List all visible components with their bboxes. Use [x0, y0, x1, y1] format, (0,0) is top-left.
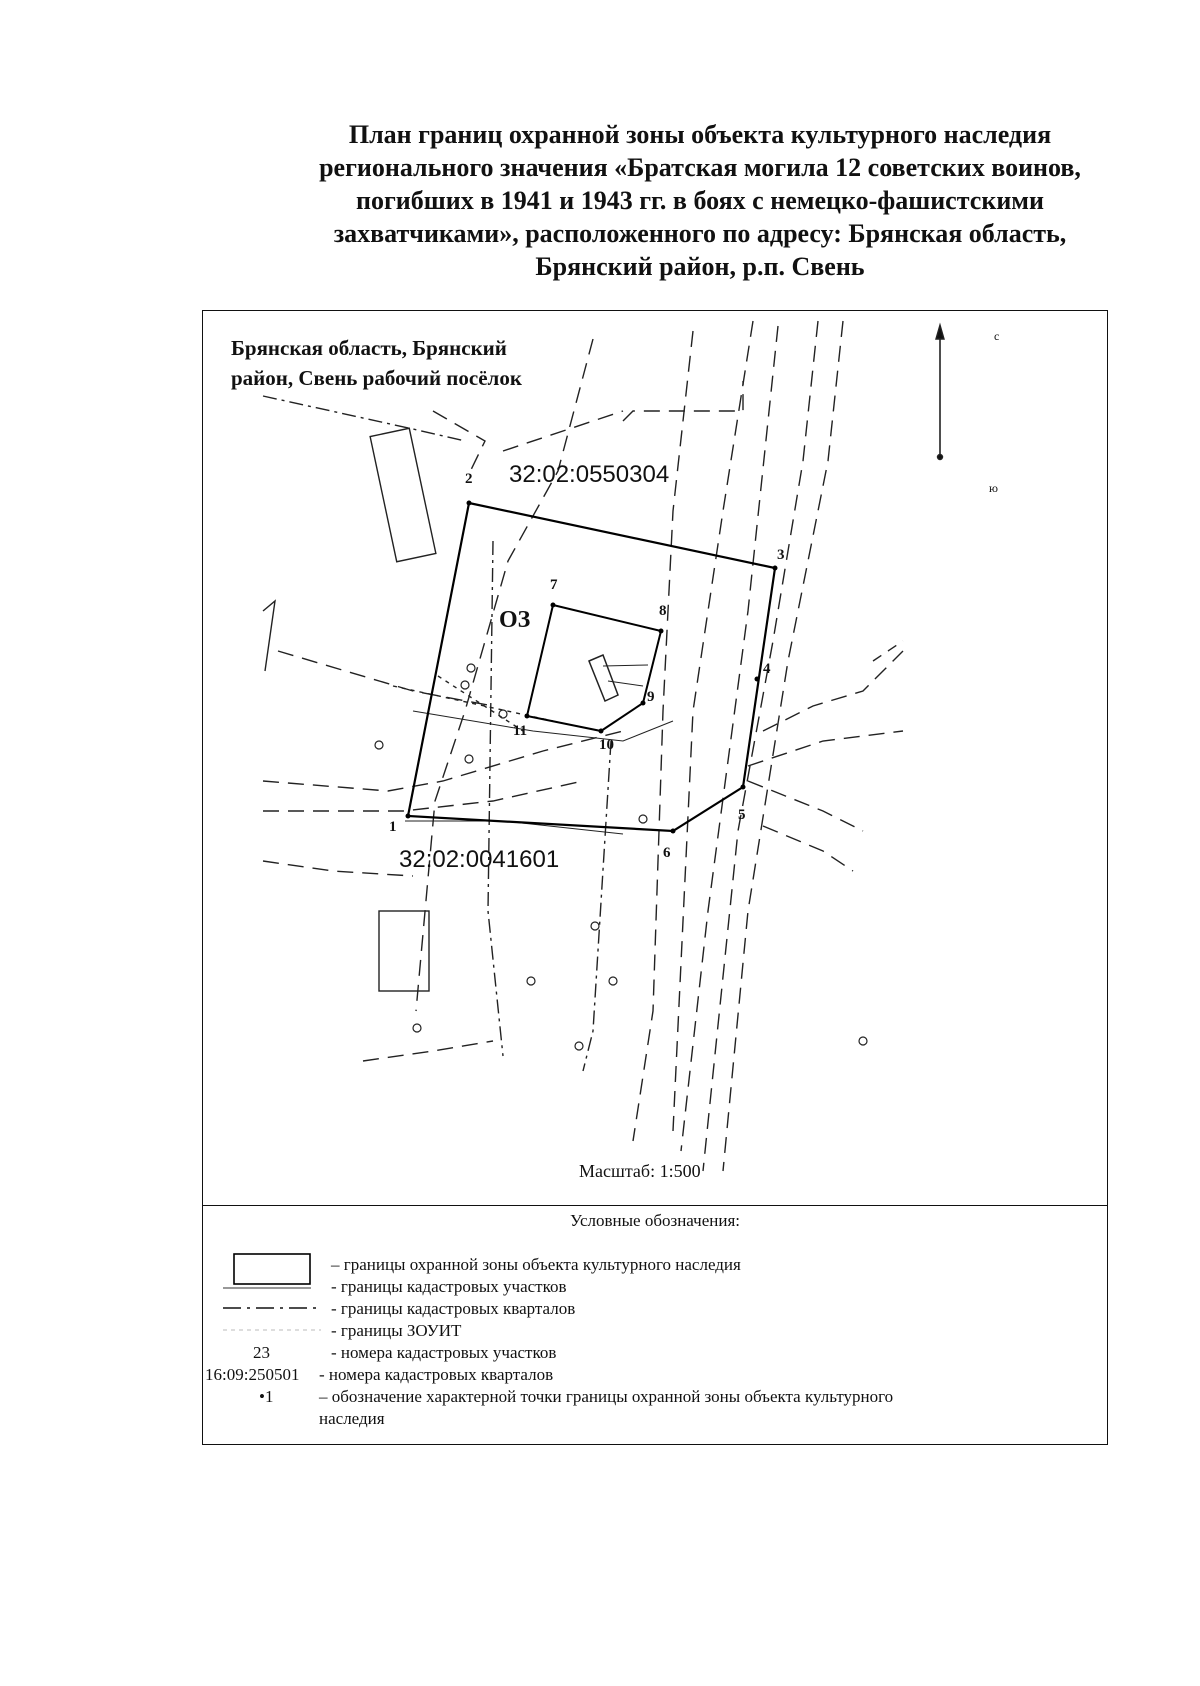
zone-label: ОЗ — [499, 607, 531, 633]
legend-item: - номера кадастровых участков — [331, 1343, 557, 1362]
scale-label: Масштаб: 1:500 — [579, 1161, 701, 1181]
point-label: 7 — [550, 577, 558, 593]
legend-title: Условные обозначения: — [569, 1211, 741, 1230]
point-label: 2 — [465, 471, 473, 487]
kvartal-top-label: 32:02:0550304 — [509, 461, 670, 488]
legend-item: – обозначение характерной точки границы охранной зоны объекта культурного — [319, 1387, 894, 1406]
legend-item: наследия — [319, 1409, 385, 1428]
place-name — [231, 333, 522, 393]
point-label: 4 — [763, 661, 771, 677]
legend-zouit-symbol — [223, 1327, 323, 1333]
point-label: 11 — [513, 723, 528, 739]
point-label: 1 — [389, 819, 397, 835]
legend-item: - границы кадастровых участков — [331, 1277, 567, 1296]
title-line-5: Брянский район, р.п. Свень — [535, 252, 865, 281]
point-label: 5 — [738, 807, 746, 823]
legend-item: - границы кадастровых кварталов — [331, 1299, 576, 1318]
title-line-3: погибших в 1941 и 1943 гг. в боях с немецко-фашистскими — [356, 186, 1044, 215]
legend-kvartal-symbol — [223, 1305, 323, 1311]
kvartal-bottom-label: 32:02:0041601 — [399, 846, 560, 873]
legend — [202, 1205, 1108, 1445]
legend-sample-parcel: 23 — [253, 1343, 270, 1362]
document-title — [260, 118, 1140, 283]
legend-item: - границы ЗОУИТ — [331, 1321, 462, 1340]
place-line-1: Брянская область, Брянский — [231, 336, 507, 360]
point-label: 9 — [647, 689, 655, 705]
place-line-2: район, Свень рабочий посёлок — [231, 366, 522, 390]
title-line-4: захватчиками», расположенного по адресу: Брянская область, — [333, 219, 1067, 248]
legend-zone-symbol — [233, 1253, 313, 1287]
compass-south-label: с — [994, 329, 1000, 343]
legend-sample-point: •1 — [259, 1387, 274, 1406]
point-label: 10 — [599, 737, 614, 753]
legend-sample-kvartal: 16:09:250501 — [205, 1365, 300, 1384]
point-label: 6 — [663, 845, 671, 861]
legend-parcel-symbol — [223, 1285, 313, 1291]
point-label: 3 — [777, 547, 785, 563]
compass-north-label: ю — [989, 481, 998, 495]
legend-item: - номера кадастровых кварталов — [319, 1365, 554, 1384]
title-line-2: регионального значения «Братская могила 12 советских воинов, — [319, 153, 1081, 182]
title-line-1: План границ охранной зоны объекта культурного наследия — [348, 120, 1052, 149]
legend-item: – границы охранной зоны объекта культурного наследия — [331, 1255, 741, 1274]
map-drawing — [203, 311, 1109, 1207]
map-frame — [202, 310, 1108, 1206]
point-label: 8 — [659, 603, 667, 619]
